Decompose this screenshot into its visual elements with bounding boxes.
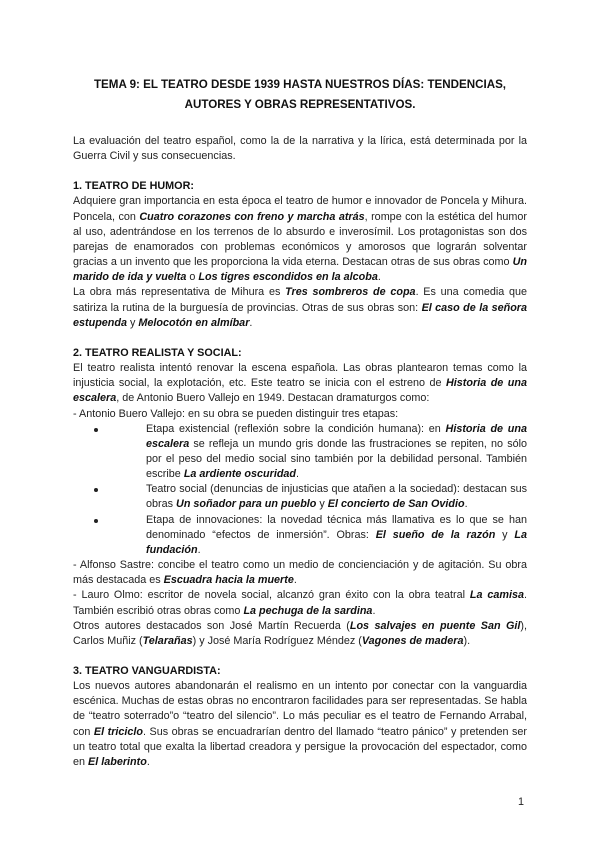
- text-run: .: [146, 755, 150, 768]
- text-run: 2. TEATRO REALISTA Y SOCIAL:: [73, 346, 242, 359]
- text-run: .: [296, 468, 300, 481]
- text-run: .: [249, 316, 253, 329]
- paragraph: [73, 361, 527, 406]
- work-title: El sueño de la razón: [375, 528, 496, 541]
- paragraph: [73, 407, 527, 422]
- text-run: , de Antonio Buero Vallejo en 1949. Destacan dramaturgos como:: [116, 392, 430, 405]
- page-number: 1: [518, 796, 525, 808]
- text-run: y: [127, 316, 139, 329]
- work-title: Telarañas: [142, 634, 193, 647]
- text-run: 1. TEATRO DE HUMOR:: [73, 180, 194, 193]
- text-run: Los nuevos autores abandonarán el realismo en un intento por conectar con la vanguardia escénica. Muchas de estas obras no encontraron facilidades para ser representadas. Se habla de “teatro soterrado”o “teatro del silencio”. Lo más peculiar es el teatro de Fernando Arrabal, con: [73, 680, 527, 738]
- text-run: .: [197, 543, 201, 556]
- work-title: Un soñador para un pueblo: [176, 498, 317, 511]
- paragraph: [73, 134, 527, 164]
- work-title: Escuadra hacia la muerte: [163, 574, 294, 587]
- text-run: . Es una comedia que satiriza la rutina de la burguesía de provincias. Otras de sus obras son:: [73, 286, 527, 314]
- paragraph: [73, 588, 527, 618]
- work-title: Vagones de madera: [361, 634, 464, 647]
- work-title: Los tigres escondidos en la alcoba: [198, 271, 378, 284]
- work-title: Un marido de ida y vuelta: [73, 256, 527, 284]
- document-title: [73, 75, 527, 115]
- text-run: y: [495, 528, 515, 541]
- work-title: Historia de una escalera: [146, 422, 527, 450]
- text-run: La evaluación del teatro español, como la de la narrativa y la lírica, está determinada por la Guerra Civil y sus consecuencias.: [73, 135, 527, 163]
- work-title: El concierto de San Ovidio: [327, 498, 465, 511]
- text-run: Etapa existencial (reflexión sobre la condición humana): en: [146, 422, 446, 435]
- document-body: [73, 134, 527, 770]
- title-line: AUTORES Y OBRAS REPRESENTATIVOS.: [184, 98, 416, 111]
- work-title: El caso de la señora estupenda: [73, 301, 528, 329]
- text-run: o: [186, 271, 199, 284]
- work-title: Los salvajes en puente San Gil: [349, 619, 521, 632]
- work-title: El laberinto: [88, 755, 147, 768]
- paragraph: [73, 558, 527, 588]
- list-item: [146, 513, 527, 558]
- paragraph: [73, 679, 527, 770]
- work-title: Historia de una escalera: [73, 377, 527, 405]
- text-run: .: [377, 271, 381, 284]
- text-run: 3. TEATRO VANGUARDISTA:: [73, 665, 221, 677]
- text-run: El teatro realista intentó renovar la escena española. Las obras plantearon temas como la injusticia social, la explotación, etc. Este teatro se inicia con el estreno de: [73, 362, 527, 390]
- text-run: .: [372, 604, 376, 617]
- paragraph: [73, 285, 527, 330]
- work-title: La ardiente oscuridad: [183, 468, 297, 481]
- section-heading: [73, 664, 527, 679]
- section-heading: [73, 179, 527, 194]
- text-run: .: [464, 498, 468, 511]
- title-line: TEMA 9: EL TEATRO DESDE 1939 HASTA NUESTROS DÍAS: TENDENCIAS,: [93, 78, 507, 91]
- work-title: Tres sombreros de copa: [285, 286, 416, 299]
- bullet-list: [73, 422, 527, 558]
- text-run: . También escribió otras obras como: [73, 589, 527, 617]
- work-title: El triciclo: [93, 725, 143, 738]
- work-title: Melocotón en almíbar: [138, 316, 250, 329]
- text-run: - Antonio Buero Vallejo: en su obra se pueden distinguir tres etapas:: [73, 407, 399, 420]
- section-heading: [73, 346, 527, 361]
- text-run: Adquiere gran importancia en esta época el teatro de humor e innovador de Poncela y Mihura. Poncela, con: [73, 195, 527, 223]
- text-run: - Lauro Olmo: escritor de novela social, alcanzó gran éxito con la obra teatral: [73, 589, 470, 602]
- paragraph: [73, 194, 527, 285]
- text-run: ).: [463, 634, 471, 647]
- paragraph: [73, 619, 527, 649]
- text-run: , rompe con la estética del humor al uso, adentrándose en los terrenos de lo absurdo e inverosímil. Los protagonistas son dos parejas de enamorados con problemas económicos y amorosos que lograrán solventar gracias a un invento que les proporciona la vida eterna. Destacan otras de sus obras como: [73, 210, 527, 269]
- text-run: y: [316, 498, 328, 511]
- list-item: [146, 482, 527, 512]
- text-run: - Alfonso Sastre: concibe el teatro como un medio de concienciación y de agitación. Su obra más destacada es: [73, 559, 527, 587]
- text-run: se refleja un mundo gris donde las frustraciones se repiten, no sólo por el peso del medio social sino también por la debilidad personal. También escribe: [146, 437, 527, 481]
- text-run: La obra más representativa de Mihura es: [73, 286, 286, 299]
- text-run: . Sus obras se encuadrarían dentro del llamado “teatro pánico” y pretenden ser un teatro total que exalta la libertad creadora y persigue la provocación del espectador, como en: [73, 725, 527, 768]
- work-title: La camisa: [469, 589, 524, 602]
- list-item: [146, 422, 527, 483]
- text-run: Etapa de innovaciones: la novedad técnica más llamativa es lo que se han denominado “efectos de inmersión”. Obras:: [146, 513, 527, 541]
- work-title: La fundación: [146, 528, 527, 556]
- text-run: ), Carlos Muñiz (: [73, 619, 527, 647]
- work-title: Cuatro corazones con freno y marcha atrás: [139, 210, 365, 223]
- text-run: Otros autores destacados son José Martín Recuerda (: [73, 619, 350, 632]
- text-run: Teatro social (denuncias de injusticias que atañen a la sociedad): destacan sus obras: [146, 483, 527, 511]
- work-title: La pechuga de la sardina: [243, 604, 373, 617]
- document-page: [73, 75, 527, 770]
- text-run: ) y José María Rodríguez Méndez (: [192, 634, 362, 647]
- text-run: .: [293, 574, 297, 587]
